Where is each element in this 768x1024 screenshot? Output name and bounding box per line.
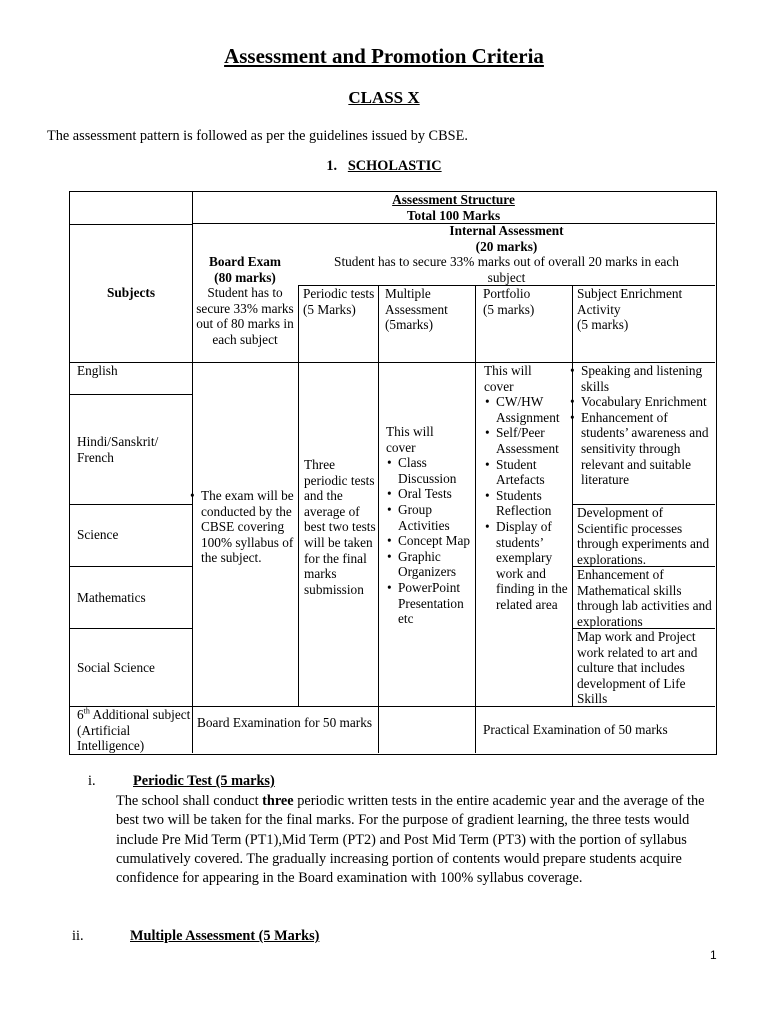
enrichment-math: Enhancement of Mathematical skills through lab activities and explorations — [577, 567, 712, 629]
internal-header — [300, 223, 713, 285]
multiple-description — [386, 424, 476, 627]
section-i-text: periodic written tests in the entire academic year and the average of the best two will be taken for the final marks. For the purpose of gradient learning, the three tests would include Pre Mid Term (PT1),Mid Term (PT2) and Post Mid Term (PT3) with the portion of syllabus cumulatively covered. The gradually increasing portion of contents would prepare students acquire confidence for appearing in the Board examination with 100% syllabus coverage. — [116, 793, 705, 887]
table-rule — [378, 285, 379, 753]
portfolio-header: Portfolio (5 marks) — [483, 286, 535, 317]
table-rule — [69, 224, 192, 225]
subjects-header: Subjects — [106, 285, 156, 300]
section-label: SCHOLASTIC — [347, 158, 442, 174]
list-item: • Display of students’ exemplary work and finding in the related area — [496, 519, 572, 613]
subject-english: English — [77, 363, 118, 378]
subject-science: Science — [77, 527, 119, 542]
list-item: • Students Reflection — [496, 488, 572, 519]
list-item: • Group Activities — [398, 502, 476, 533]
portfolio-intro: This will cover — [484, 363, 532, 394]
multiple-header: Multiple Assessment (5marks) — [385, 286, 448, 333]
enrichment-language — [576, 363, 714, 488]
intro-text: The assessment pattern is followed as per the guidelines issued by CBSE. — [47, 128, 468, 144]
section-i-number: i. — [88, 773, 96, 789]
subject-hindi: Hindi/Sanskrit/ French — [77, 434, 159, 465]
board-description-item: • The exam will be conducted by the CBSE covering 100% syllabus of the subject. — [201, 488, 296, 566]
list-item: • Class Discussion — [398, 455, 476, 486]
total-marks: Total 100 Marks — [406, 207, 501, 223]
table-rule — [572, 285, 573, 706]
enrichment-social: Map work and Project work related to art and culture that includes development of Life Skills — [577, 629, 698, 707]
table-rule — [69, 504, 192, 505]
structure-title: Assessment Structure — [392, 192, 515, 207]
board-exam-marks: (80 marks) — [214, 269, 276, 285]
structure-header — [193, 192, 714, 223]
section-i-body — [116, 792, 720, 888]
subject-mathematics: Mathematics — [77, 590, 146, 605]
list-item: • CW/HW Assignment — [496, 394, 572, 425]
section-i-title: Periodic Test (5 marks) — [133, 773, 275, 789]
portfolio-description — [484, 363, 572, 613]
board-exam-header — [196, 254, 294, 348]
list-item: • Student Artefacts — [496, 457, 572, 488]
internal-title: Internal Assessment — [449, 223, 564, 238]
portfolio-list — [484, 394, 572, 612]
periodic-description: Three periodic tests and the average of best two tests will be taken for the final marks submission — [304, 457, 376, 597]
ai-subject-label: Additional subject (Artificial Intelligence) — [77, 707, 191, 754]
section-i-bold: three — [262, 793, 294, 809]
section-number: 1. — [326, 158, 338, 174]
class-heading: CLASS X — [348, 88, 420, 107]
section-heading — [0, 158, 768, 175]
table-rule — [69, 566, 192, 567]
table-rule — [298, 285, 299, 706]
list-item: • Speaking and listening skills — [581, 363, 714, 394]
list-item: • Self/Peer Assessment — [496, 425, 572, 456]
enrichment-header: Subject Enrichment Activity (5 marks) — [577, 286, 683, 333]
list-item: • Enhancement of students’ awareness and sensitivity through relevant and suitable literature — [581, 410, 714, 488]
internal-marks: (20 marks) — [475, 238, 538, 254]
ai-subject-suffix: th — [83, 706, 90, 716]
table-rule — [69, 394, 192, 395]
board-exam-note: Student has to secure 33% marks out of 80 marks in each subject — [196, 285, 294, 347]
table-rule — [69, 628, 192, 629]
ai-board-exam: Board Examination for 50 marks — [197, 715, 373, 730]
internal-note: Student has to secure 33% marks out of overall 20 marks in each subject — [334, 254, 679, 285]
subject-social-science: Social Science — [77, 660, 155, 675]
board-description — [196, 488, 296, 566]
section-i-text: The school shall conduct — [116, 793, 263, 809]
list-item: • Vocabulary Enrichment — [581, 394, 714, 410]
table-rule — [192, 191, 193, 753]
ai-subject — [77, 707, 191, 754]
page-number: 1 — [710, 948, 717, 962]
enrichment-science: Development of Scientific processes through experiments and explorations. — [577, 505, 710, 567]
ai-subject-number: 6 — [77, 707, 84, 722]
section-ii-title: Multiple Assessment (5 Marks) — [130, 928, 320, 944]
multiple-list — [386, 455, 476, 627]
page-title: Assessment and Promotion Criteria — [224, 44, 544, 68]
board-exam-title: Board Exam — [208, 254, 282, 269]
section-ii-number: ii. — [72, 928, 84, 944]
enrichment-list — [576, 363, 714, 488]
list-item: • Oral Tests — [398, 486, 476, 502]
list-item: • PowerPoint Presentation etc — [398, 580, 476, 627]
list-item: • Graphic Organizers — [398, 549, 476, 580]
multiple-intro: This will cover — [386, 424, 434, 455]
ai-practical: Practical Examination of 50 marks — [483, 722, 668, 737]
list-item: • Concept Map — [398, 533, 476, 549]
periodic-header: Periodic tests (5 Marks) — [303, 286, 375, 317]
